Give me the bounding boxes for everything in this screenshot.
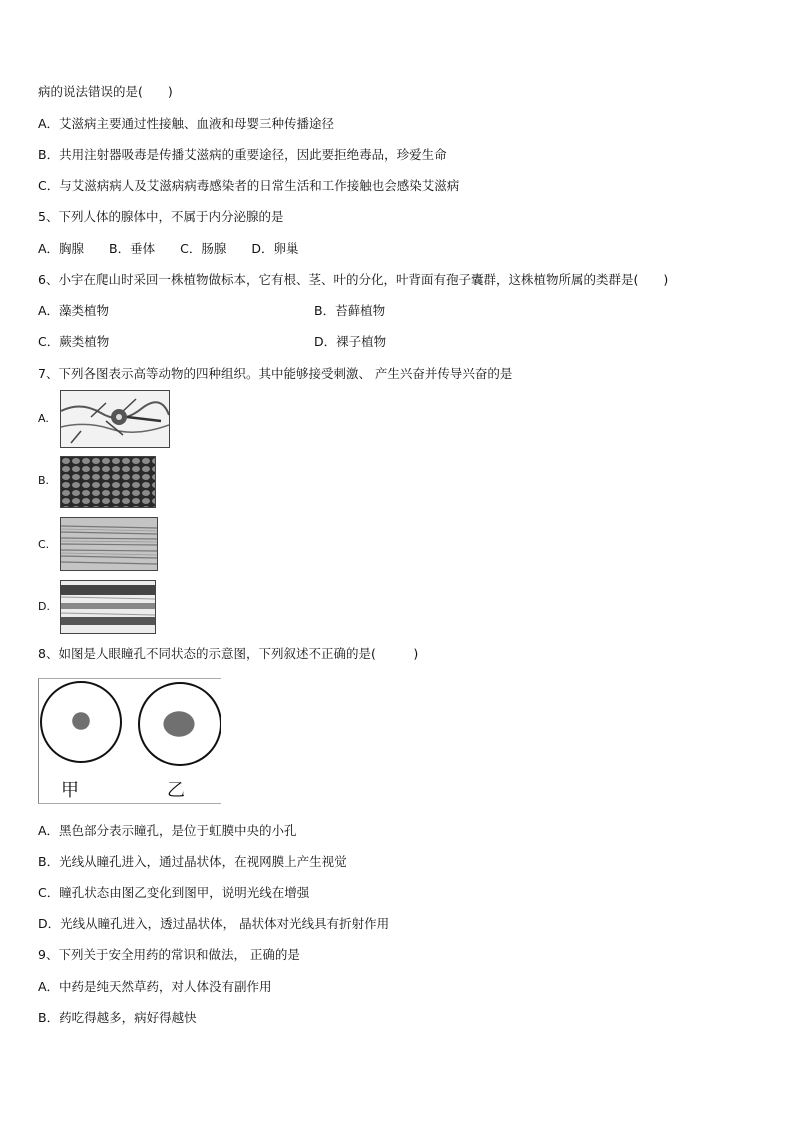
q7-label-d: D. — [38, 600, 50, 613]
epithelial-tissue-image — [60, 456, 156, 508]
pupil-diagram — [38, 678, 221, 804]
q9-option-b: B．药吃得越多，病好得越快 — [38, 1010, 197, 1025]
label-jia: 甲 — [61, 780, 79, 801]
q6-option-b: B．苔藓植物 — [314, 303, 386, 318]
q6-option-a: A．藻类植物 — [38, 303, 110, 318]
question-9: 9、下列关于安全用药的常识和做法， 正确的是 — [38, 947, 300, 962]
eye-jia-pupil — [72, 712, 90, 730]
q4-option-c: C．与艾滋病病人及艾滋病病毒感染者的日常生活和工作接触也会感染艾滋病 — [38, 178, 460, 193]
question-5: 5、下列人体的腺体中，不属于内分泌腺的是 — [38, 209, 284, 224]
q7-label-b: B. — [38, 474, 50, 487]
muscle-tissue-image — [60, 517, 158, 571]
q6-option-d: D．裸子植物 — [314, 334, 387, 349]
question-8: 8、如图是人眼瞳孔不同状态的示意图，下列叙述不正确的是( ) — [38, 646, 419, 661]
question-6: 6、小宇在爬山时采回一株植物做标本，它有根、茎、叶的分化，叶背面有孢子囊群，这株植物所属的类群是( ) — [38, 272, 669, 287]
connective-tissue-image — [60, 580, 156, 634]
q6-option-c: C．蕨类植物 — [38, 334, 110, 349]
question-7: 7、下列各图表示高等动物的四种组织。其中能够接受刺激、 产生兴奋并传导兴奋的是 — [38, 366, 513, 381]
q8-option-b: B．光线从瞳孔进入，通过晶状体，在视网膜上产生视觉 — [38, 854, 347, 869]
question-4-tail: 病的说法错误的是( ) — [38, 84, 173, 99]
q4-option-b: B．共用注射器吸毒是传播艾滋病的重要途径，因此要拒绝毒品，珍爱生命 — [38, 147, 447, 162]
q4-option-a: A．艾滋病主要通过性接触、血液和母婴三种传播途径 — [38, 116, 335, 131]
q7-label-a: A. — [38, 412, 49, 425]
q8-option-d: D．光线从瞳孔进入，透过晶状体， 晶状体对光线具有折射作用 — [38, 916, 390, 931]
label-yi: 乙 — [167, 780, 185, 801]
q5-options: A．胸腺 B．垂体 C．肠腺 D．卵巢 — [38, 241, 299, 256]
q8-option-a: A．黑色部分表示瞳孔，是位于虹膜中央的小孔 — [38, 823, 297, 838]
q9-option-a: A．中药是纯天然草药，对人体没有副作用 — [38, 979, 272, 994]
q7-label-c: C. — [38, 538, 50, 551]
nerve-tissue-image — [60, 390, 170, 448]
q8-option-c: C．瞳孔状态由图乙变化到图甲，说明光线在增强 — [38, 885, 310, 900]
eye-yi-pupil — [163, 711, 194, 737]
